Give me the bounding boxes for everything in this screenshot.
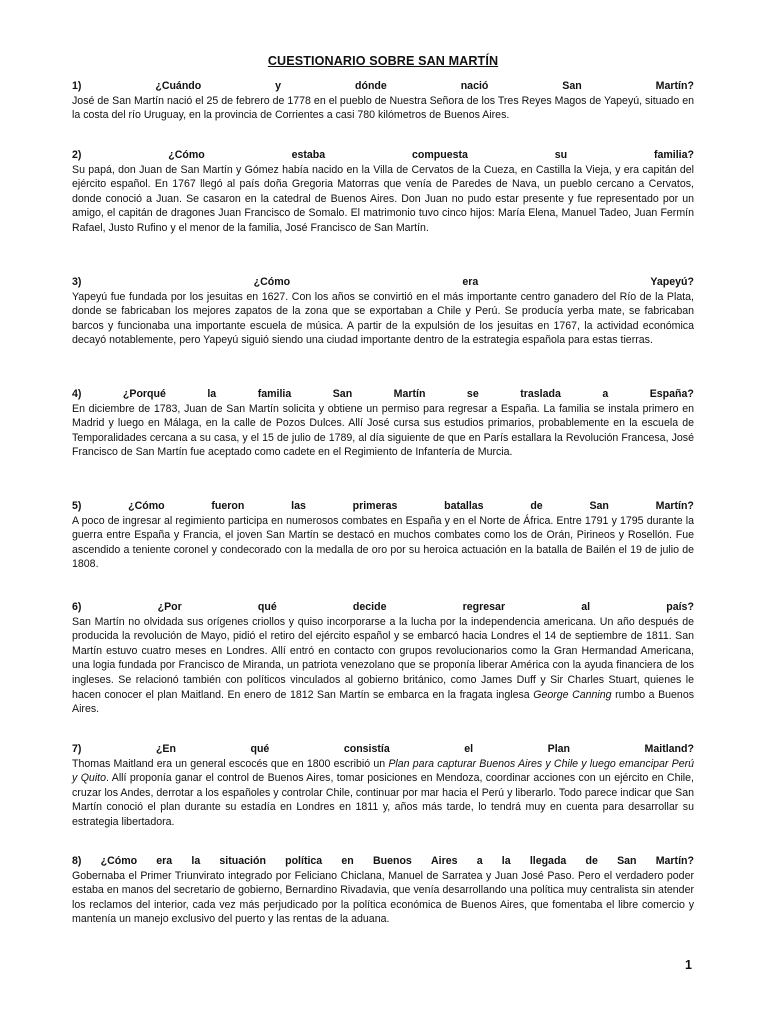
question-word: regresar [462, 601, 506, 613]
question-heading [72, 600, 694, 615]
question-word: situación [219, 855, 266, 867]
question-word: 2) [72, 149, 82, 161]
answer-text: Gobernaba el Primer Triunvirato integrado por Feliciano Chiclana, Manuel de Sarratea y Juan José Paso. Pero el verdadero poder estaba en manos del secretario de gobierno, Bernardino Rivadavia, que venía desarrollando una política muy centralista sin atender los reclamos del interior, cada vez más perjudicado por la política económica de Buenos Aires, que fomentaba el libre comercio y mantenía un manejo exclusivo del puerto y las rentas de la aduana. [72, 869, 694, 926]
question-word: era [156, 855, 173, 867]
question-word: su [554, 149, 568, 161]
answer-text-part: rumbo a Buenos Aires. [72, 688, 695, 716]
question-word: batallas [444, 500, 484, 512]
question-word: 5) [72, 500, 82, 512]
question-word: 8) [72, 855, 82, 867]
question-word: 1) [72, 80, 82, 92]
question-word: Buenos [372, 855, 412, 867]
question-word: Aires [431, 855, 458, 867]
question-5 [72, 499, 694, 572]
question-word: Martín? [655, 80, 694, 92]
question-word: ¿En [155, 743, 176, 755]
question-4 [72, 387, 694, 460]
question-word: San [562, 80, 582, 92]
question-word: fueron [211, 500, 245, 512]
question-word: traslada [520, 388, 561, 400]
question-word: compuesta [411, 149, 468, 161]
question-word: Martín? [655, 500, 694, 512]
question-word: familia [257, 388, 292, 400]
question-word: ¿Cómo [253, 276, 291, 288]
answer-text [72, 757, 694, 830]
question-word: San [589, 500, 609, 512]
question-word: de [585, 855, 598, 867]
question-word: ¿Cómo [168, 149, 205, 161]
answer-text: En diciembre de 1783, Juan de San Martín solicita y obtiene un permiso para regresar a España. La familia se instala primero en Madrid y luego en Málaga, en la calle de Pozos Dulces. Allí José cursa sus estudios primarios, probablemente en la escuela de Temporalidades cercana a su casa, y el 15 de julio de 1789, al día siguiente de que en París estallara la Revolución Francesa, José Francisco de San Martín fue aceptado como cadete en el Regimiento de Infantería de Murcia. [72, 402, 694, 459]
question-word: política [285, 855, 323, 867]
question-word: de [530, 500, 543, 512]
question-heading [72, 387, 694, 402]
question-word: ¿Cuándo [155, 80, 202, 92]
question-word: ¿Cómo [128, 500, 165, 512]
question-word: ¿Por [157, 601, 182, 613]
question-word: Maitland? [644, 743, 694, 755]
ship-name: George Canning [533, 688, 612, 701]
question-word: San [332, 388, 353, 400]
answer-text: Su papá, don Juan de San Martín y Gómez había nacido en la Villa de Cervatos de la Cueza, en Castilla la Vieja, y era capitán del ejército español. En 1767 llegó al país doña Gregoria Matorras que venía de Paredes de Nava, un pueblo cercano a Cervatos, donde conoció a Juan. Se casaron en la catedral de Buenos Aires. Don Juan no pudo estar presente y fue representado por un amigo, el capitán de dragones Juan Francisco de Somalo. El matrimonio tuvo cinco hijos: María Elena, Manuel Tadeo, Juan Fermín Rafael, Justo Rufino y el menor de la familia, José Francisco de San Martín. [72, 163, 694, 234]
question-8 [72, 854, 694, 927]
question-word: estaba [291, 149, 326, 161]
question-word: y [275, 80, 282, 92]
answer-text-part: . Allí proponía ganar el control de Buenos Aires, tomar posiciones en Mendoza, coordinar acciones con un ejército en Chile, cruzar los Andes, derrotar a los españoles y controlar Chile, continuar por mar hacia el Perú y liberarlo. Todo parece indicar que San Martín conoció el plan durante su estadía en Londres en 1811 y, años más tarde, lo tendrá muy en cuenta para desarrollar su estrategia libertadora. [72, 772, 694, 828]
question-word: ¿Cómo [100, 855, 138, 867]
question-1 [72, 79, 694, 123]
question-6 [72, 600, 694, 717]
question-2 [72, 148, 694, 236]
question-word: la [191, 855, 201, 867]
question-word: Martín? [655, 855, 694, 867]
question-word: 7) [72, 743, 82, 755]
question-word: el [464, 743, 474, 755]
question-heading [72, 148, 694, 163]
document-title: CUESTIONARIO SOBRE SAN MARTÍN [267, 54, 499, 68]
answer-text-part: San Martín no olvidada sus orígenes criollos y quiso incorporarse a la lucha por la independencia americana. Un año después de producida la revolución de Mayo, pidió el retiro del ejército español y se embarcó hacia Londres el 14 de septiembre de 1811. San Martín estuvo cuatro meses en Londres. Allí entró en contacto con grupos revolucionarios como la Gran Hermandad Americana, una logia fundada por Francisco de Miranda, un patriota venezolano que se proponía liberar América con la ayuda financiera de los ingleses. Se relacionó también con políticos vinculados al gobierno británico, como James Duff y Sir Charles Stuart, quienes le hacen conocer el plan Maitland. En enero de 1812 San Martín se embarca en la fragata inglesa [72, 615, 694, 701]
question-word: consistía [343, 743, 390, 755]
question-word: Yapeyú? [650, 276, 694, 288]
question-word: país? [666, 601, 694, 613]
question-word: a [602, 388, 609, 400]
question-heading [72, 275, 694, 290]
question-3 [72, 275, 694, 348]
question-word: Martín [393, 388, 426, 400]
question-word: llegada [529, 855, 567, 867]
question-word: se [466, 388, 479, 400]
question-word: 3) [72, 276, 82, 288]
answer-text [72, 615, 694, 717]
question-word: España? [649, 388, 694, 400]
question-word: dónde [355, 80, 387, 92]
question-word: qué [257, 601, 277, 613]
question-word: a [476, 855, 483, 867]
question-heading [72, 499, 694, 514]
page-number: 1 [685, 958, 692, 972]
question-word: decide [352, 601, 387, 613]
question-word: la [207, 388, 217, 400]
question-7 [72, 742, 694, 830]
question-word: nació [460, 80, 489, 92]
question-word: las [291, 500, 306, 512]
question-word: la [501, 855, 511, 867]
answer-text: Yapeyú fue fundada por los jesuitas en 1627. Con los años se convirtió en el más importante centro ganadero del Río de la Plata, donde se fabricaban los mejores zapatos de la zona que se exportaban a Chile y Perú. Se producía yerba mate, se fabricaban barcos y funcionaba una importante escuela de música. A partir de la expulsión de los jesuitas en 1767, la actividad económica decayó notablemente, pero Yapeyú siguió siendo una ciudad importante dentro de la estrategia española para estas tierras. [72, 290, 694, 347]
question-heading [72, 854, 694, 869]
plan-title: Plan para capturar Buenos Aires y Chile y luego emancipar Perú y Quito [72, 757, 695, 785]
answer-text: A poco de ingresar al regimiento participa en numerosos combates en España y en el Norte de África. Entre 1791 y 1795 durante la guerra entre España y Francia, el joven San Martín se destacó en muchos combates como los de Orán, Pirineos y Rosellón. Fue ascendido a teniente coronel y condecorado con la medalla de oro por su heroica actuación en la batalla de Bailén el 19 de julio de 1808. [72, 514, 694, 571]
question-word: ¿Porqué [122, 388, 166, 400]
question-word: 4) [72, 388, 82, 400]
answer-text: José de San Martín nació el 25 de febrero de 1778 en el pueblo de Nuestra Señora de los Tres Reyes Magos de Yapeyú, situado en la costa del río Uruguay, en la provincia de Corrientes a casi 780 kilómetros de Buenos Aires. [72, 94, 694, 122]
question-word: San [617, 855, 637, 867]
question-word: era [462, 276, 479, 288]
question-word: familia? [653, 149, 694, 161]
question-heading [72, 79, 694, 94]
question-word: al [581, 601, 591, 613]
question-word: en [341, 855, 354, 867]
question-word: Plan [547, 743, 571, 755]
question-word: 6) [72, 601, 82, 613]
question-heading [72, 742, 694, 757]
answer-text-part: Thomas Maitland era un general escocés que en 1800 escribió un [72, 757, 389, 770]
question-word: qué [250, 743, 270, 755]
question-word: primeras [352, 500, 398, 512]
